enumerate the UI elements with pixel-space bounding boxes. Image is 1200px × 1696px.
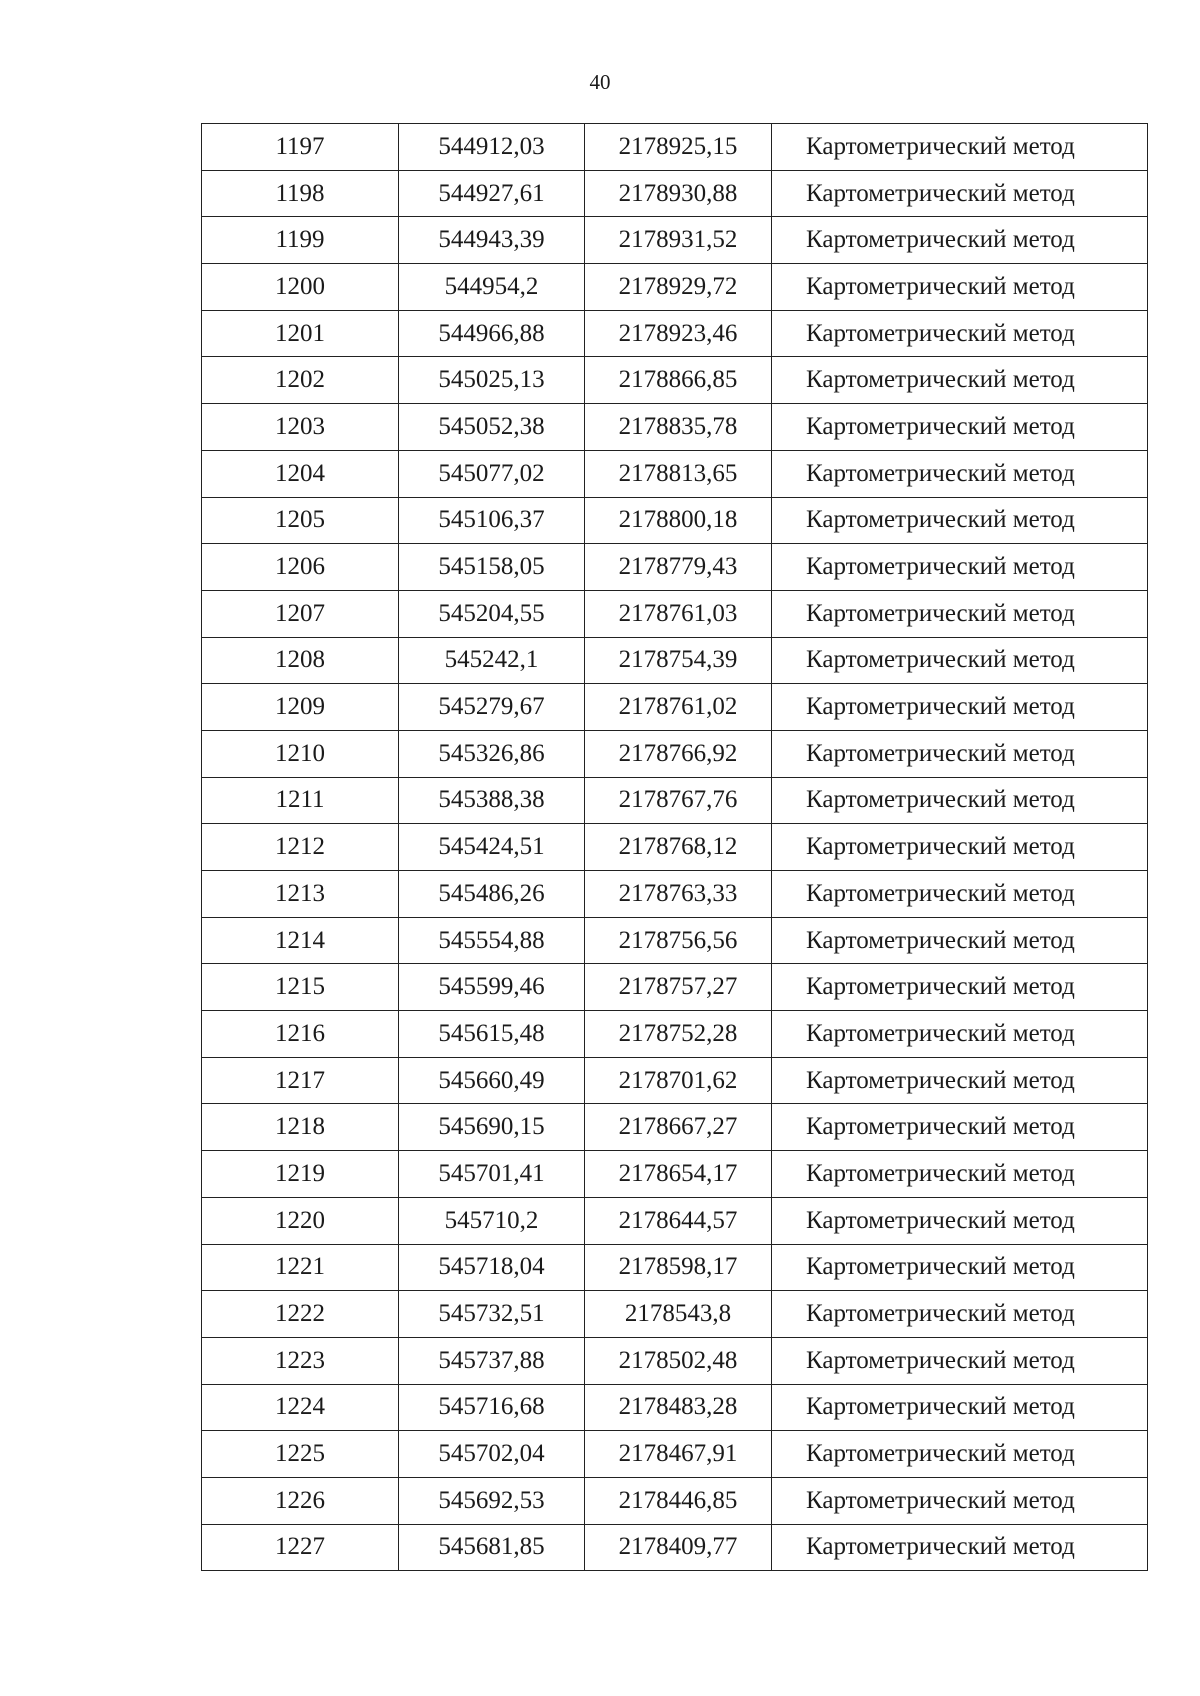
x-coordinate-cell: 545486,26 xyxy=(399,871,585,918)
point-number-cell: 1209 xyxy=(202,684,399,731)
x-coordinate-cell: 545025,13 xyxy=(399,357,585,404)
x-coordinate-cell: 544954,2 xyxy=(399,264,585,311)
method-cell: Картометрический метод xyxy=(772,1291,1148,1338)
point-number-cell: 1207 xyxy=(202,590,399,637)
method-cell: Картометрический метод xyxy=(772,824,1148,871)
x-coordinate-cell: 545388,38 xyxy=(399,777,585,824)
point-number-cell: 1203 xyxy=(202,404,399,451)
method-cell: Картометрический метод xyxy=(772,871,1148,918)
page-number: 40 xyxy=(589,70,611,94)
y-coordinate-cell: 2178752,28 xyxy=(585,1011,772,1058)
y-coordinate-cell: 2178763,33 xyxy=(585,871,772,918)
method-cell: Картометрический метод xyxy=(772,684,1148,731)
x-coordinate-cell: 545732,51 xyxy=(399,1291,585,1338)
y-coordinate-cell: 2178923,46 xyxy=(585,310,772,357)
table-row xyxy=(202,310,1148,357)
x-coordinate-cell: 545326,86 xyxy=(399,730,585,777)
point-number-cell: 1219 xyxy=(202,1151,399,1198)
coordinates-table xyxy=(201,123,1148,1571)
point-number-cell: 1210 xyxy=(202,730,399,777)
x-coordinate-cell: 545052,38 xyxy=(399,404,585,451)
point-number-cell: 1224 xyxy=(202,1384,399,1431)
table-row xyxy=(202,684,1148,731)
point-number-cell: 1206 xyxy=(202,544,399,591)
y-coordinate-cell: 2178929,72 xyxy=(585,264,772,311)
point-number-cell: 1201 xyxy=(202,310,399,357)
table-row xyxy=(202,964,1148,1011)
y-coordinate-cell: 2178483,28 xyxy=(585,1384,772,1431)
y-coordinate-cell: 2178409,77 xyxy=(585,1524,772,1571)
x-coordinate-cell: 545615,48 xyxy=(399,1011,585,1058)
point-number-cell: 1216 xyxy=(202,1011,399,1058)
point-number-cell: 1202 xyxy=(202,357,399,404)
y-coordinate-cell: 2178757,27 xyxy=(585,964,772,1011)
point-number-cell: 1217 xyxy=(202,1057,399,1104)
y-coordinate-cell: 2178779,43 xyxy=(585,544,772,591)
x-coordinate-cell: 545737,88 xyxy=(399,1337,585,1384)
method-cell: Картометрический метод xyxy=(772,217,1148,264)
table-row xyxy=(202,637,1148,684)
y-coordinate-cell: 2178761,02 xyxy=(585,684,772,731)
point-number-cell: 1220 xyxy=(202,1197,399,1244)
method-cell: Картометрический метод xyxy=(772,1384,1148,1431)
point-number-cell: 1198 xyxy=(202,170,399,217)
method-cell: Картометрический метод xyxy=(772,917,1148,964)
method-cell: Картометрический метод xyxy=(772,1057,1148,1104)
method-cell: Картометрический метод xyxy=(772,1524,1148,1571)
x-coordinate-cell: 544927,61 xyxy=(399,170,585,217)
y-coordinate-cell: 2178754,39 xyxy=(585,637,772,684)
y-coordinate-cell: 2178835,78 xyxy=(585,404,772,451)
table-row xyxy=(202,497,1148,544)
method-cell: Картометрический метод xyxy=(772,497,1148,544)
y-coordinate-cell: 2178766,92 xyxy=(585,730,772,777)
x-coordinate-cell: 545702,04 xyxy=(399,1431,585,1478)
method-cell: Картометрический метод xyxy=(772,637,1148,684)
table-row xyxy=(202,1151,1148,1198)
table-row xyxy=(202,1337,1148,1384)
y-coordinate-cell: 2178768,12 xyxy=(585,824,772,871)
y-coordinate-cell: 2178543,8 xyxy=(585,1291,772,1338)
x-coordinate-cell: 545710,2 xyxy=(399,1197,585,1244)
x-coordinate-cell: 545242,1 xyxy=(399,637,585,684)
method-cell: Картометрический метод xyxy=(772,964,1148,1011)
table-row xyxy=(202,264,1148,311)
table-row xyxy=(202,1524,1148,1571)
method-cell: Картометрический метод xyxy=(772,1477,1148,1524)
point-number-cell: 1226 xyxy=(202,1477,399,1524)
table-row xyxy=(202,1291,1148,1338)
point-number-cell: 1215 xyxy=(202,964,399,1011)
y-coordinate-cell: 2178931,52 xyxy=(585,217,772,264)
point-number-cell: 1227 xyxy=(202,1524,399,1571)
method-cell: Картометрический метод xyxy=(772,1431,1148,1478)
table-row xyxy=(202,544,1148,591)
method-cell: Картометрический метод xyxy=(772,1337,1148,1384)
x-coordinate-cell: 545690,15 xyxy=(399,1104,585,1151)
method-cell: Картометрический метод xyxy=(772,1244,1148,1291)
table-row xyxy=(202,357,1148,404)
method-cell: Картометрический метод xyxy=(772,1104,1148,1151)
y-coordinate-cell: 2178667,27 xyxy=(585,1104,772,1151)
point-number-cell: 1197 xyxy=(202,124,399,171)
y-coordinate-cell: 2178813,65 xyxy=(585,450,772,497)
table-row xyxy=(202,1477,1148,1524)
method-cell: Картометрический метод xyxy=(772,544,1148,591)
x-coordinate-cell: 545106,37 xyxy=(399,497,585,544)
table-row xyxy=(202,450,1148,497)
point-number-cell: 1199 xyxy=(202,217,399,264)
method-cell: Картометрический метод xyxy=(772,730,1148,777)
point-number-cell: 1214 xyxy=(202,917,399,964)
table-row xyxy=(202,1011,1148,1058)
y-coordinate-cell: 2178761,03 xyxy=(585,590,772,637)
x-coordinate-cell: 545204,55 xyxy=(399,590,585,637)
point-number-cell: 1208 xyxy=(202,637,399,684)
table-row xyxy=(202,1384,1148,1431)
table-row xyxy=(202,777,1148,824)
x-coordinate-cell: 544912,03 xyxy=(399,124,585,171)
x-coordinate-cell: 545701,41 xyxy=(399,1151,585,1198)
y-coordinate-cell: 2178446,85 xyxy=(585,1477,772,1524)
method-cell: Картометрический метод xyxy=(772,264,1148,311)
table-row xyxy=(202,824,1148,871)
table-row xyxy=(202,217,1148,264)
point-number-cell: 1218 xyxy=(202,1104,399,1151)
x-coordinate-cell: 545692,53 xyxy=(399,1477,585,1524)
y-coordinate-cell: 2178644,57 xyxy=(585,1197,772,1244)
table-row xyxy=(202,871,1148,918)
method-cell: Картометрический метод xyxy=(772,1197,1148,1244)
y-coordinate-cell: 2178467,91 xyxy=(585,1431,772,1478)
x-coordinate-cell: 545158,05 xyxy=(399,544,585,591)
x-coordinate-cell: 545681,85 xyxy=(399,1524,585,1571)
x-coordinate-cell: 545718,04 xyxy=(399,1244,585,1291)
table-row xyxy=(202,1104,1148,1151)
point-number-cell: 1204 xyxy=(202,450,399,497)
table-row xyxy=(202,124,1148,171)
method-cell: Картометрический метод xyxy=(772,170,1148,217)
table-row xyxy=(202,1244,1148,1291)
method-cell: Картометрический метод xyxy=(772,1011,1148,1058)
table-row xyxy=(202,730,1148,777)
method-cell: Картометрический метод xyxy=(772,124,1148,171)
method-cell: Картометрический метод xyxy=(772,450,1148,497)
y-coordinate-cell: 2178502,48 xyxy=(585,1337,772,1384)
point-number-cell: 1213 xyxy=(202,871,399,918)
x-coordinate-cell: 544966,88 xyxy=(399,310,585,357)
point-number-cell: 1223 xyxy=(202,1337,399,1384)
y-coordinate-cell: 2178866,85 xyxy=(585,357,772,404)
table-row xyxy=(202,590,1148,637)
y-coordinate-cell: 2178925,15 xyxy=(585,124,772,171)
y-coordinate-cell: 2178701,62 xyxy=(585,1057,772,1104)
coordinates-table-body xyxy=(202,124,1148,1571)
point-number-cell: 1222 xyxy=(202,1291,399,1338)
x-coordinate-cell: 545077,02 xyxy=(399,450,585,497)
table-row xyxy=(202,170,1148,217)
x-coordinate-cell: 545424,51 xyxy=(399,824,585,871)
x-coordinate-cell: 545660,49 xyxy=(399,1057,585,1104)
point-number-cell: 1211 xyxy=(202,777,399,824)
point-number-cell: 1205 xyxy=(202,497,399,544)
y-coordinate-cell: 2178930,88 xyxy=(585,170,772,217)
x-coordinate-cell: 545279,67 xyxy=(399,684,585,731)
point-number-cell: 1212 xyxy=(202,824,399,871)
point-number-cell: 1221 xyxy=(202,1244,399,1291)
table-row xyxy=(202,404,1148,451)
method-cell: Картометрический метод xyxy=(772,310,1148,357)
table-row xyxy=(202,1057,1148,1104)
y-coordinate-cell: 2178767,76 xyxy=(585,777,772,824)
y-coordinate-cell: 2178598,17 xyxy=(585,1244,772,1291)
x-coordinate-cell: 544943,39 xyxy=(399,217,585,264)
method-cell: Картометрический метод xyxy=(772,1151,1148,1198)
table-row xyxy=(202,1431,1148,1478)
method-cell: Картометрический метод xyxy=(772,357,1148,404)
x-coordinate-cell: 545716,68 xyxy=(399,1384,585,1431)
y-coordinate-cell: 2178654,17 xyxy=(585,1151,772,1198)
method-cell: Картометрический метод xyxy=(772,590,1148,637)
table-row xyxy=(202,1197,1148,1244)
table-row xyxy=(202,917,1148,964)
y-coordinate-cell: 2178756,56 xyxy=(585,917,772,964)
x-coordinate-cell: 545554,88 xyxy=(399,917,585,964)
point-number-cell: 1225 xyxy=(202,1431,399,1478)
method-cell: Картометрический метод xyxy=(772,404,1148,451)
method-cell: Картометрический метод xyxy=(772,777,1148,824)
y-coordinate-cell: 2178800,18 xyxy=(585,497,772,544)
x-coordinate-cell: 545599,46 xyxy=(399,964,585,1011)
point-number-cell: 1200 xyxy=(202,264,399,311)
